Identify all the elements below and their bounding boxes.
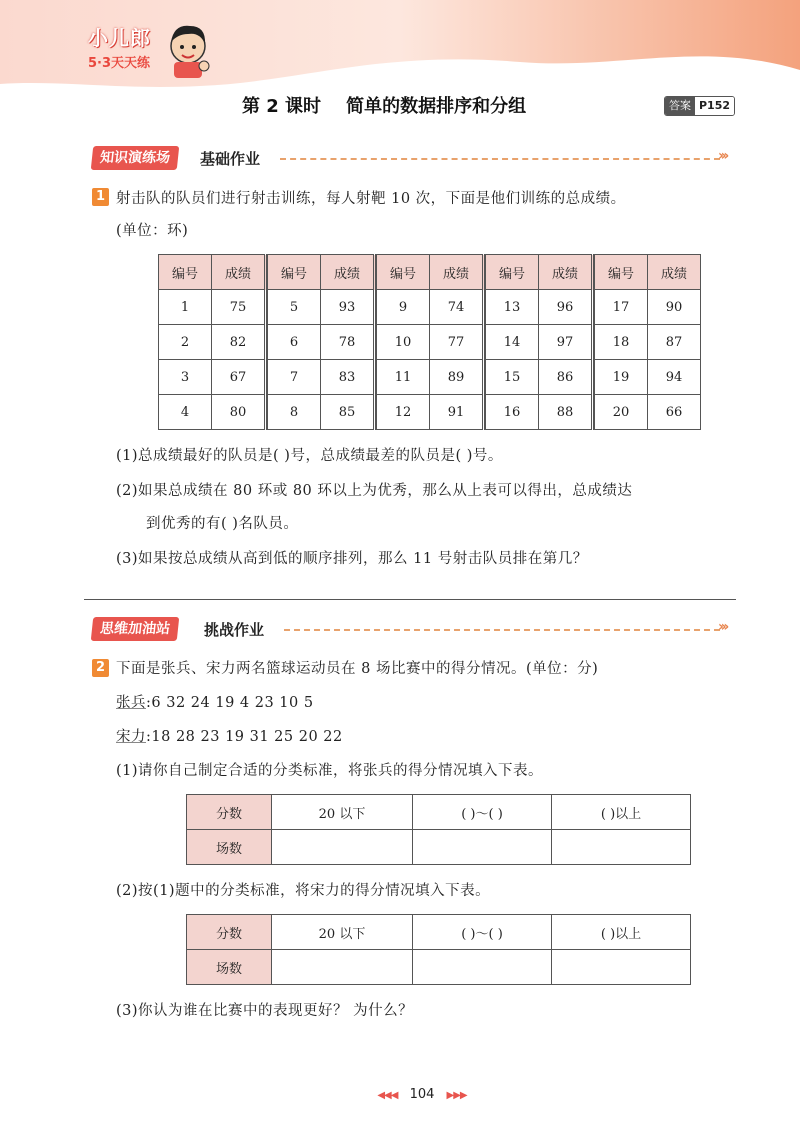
question-2-text: 下面是张兵、宋力两名篮球运动员在 8 场比赛中的得分情况。(单位：分) xyxy=(116,661,599,677)
games-label-cell: 场数 xyxy=(187,950,272,985)
lesson-title: 第 2 课时 简单的数据排序和分组 xyxy=(242,96,527,117)
cell-id: 20 xyxy=(595,395,648,430)
section1-badge: 知识演练场 xyxy=(91,146,180,170)
song-li-values: :18 28 23 19 31 25 20 22 xyxy=(146,729,343,745)
header-score: 成绩 xyxy=(430,255,484,290)
category-above-blank[interactable]: ( )以上 xyxy=(552,915,691,950)
games-count-blank[interactable] xyxy=(272,830,413,865)
table-row xyxy=(187,915,691,950)
cell-id: 13 xyxy=(486,290,539,325)
section1-divider xyxy=(280,158,720,160)
next-arrows-icon: ▶▶▶ xyxy=(446,1090,467,1101)
table-row xyxy=(187,795,691,830)
header-id: 编号 xyxy=(159,255,212,290)
category-below-20: 20 以下 xyxy=(272,795,413,830)
table-row xyxy=(159,290,701,325)
cell-score: 80 xyxy=(212,395,266,430)
games-count-blank[interactable] xyxy=(552,950,691,985)
section2-divider xyxy=(284,629,720,631)
cell-score: 94 xyxy=(648,360,701,395)
song-li-scores xyxy=(116,725,343,746)
question-1-number: 1 xyxy=(92,188,109,206)
cell-score: 74 xyxy=(430,290,484,325)
zhang-bing-scores xyxy=(116,691,314,712)
cell-id: 18 xyxy=(595,325,648,360)
cell-score: 87 xyxy=(648,325,701,360)
cell-score: 93 xyxy=(321,290,375,325)
category-above-blank[interactable]: ( )以上 xyxy=(552,795,691,830)
cell-score: 67 xyxy=(212,360,266,395)
header-id: 编号 xyxy=(486,255,539,290)
zhang-bing-category-table xyxy=(186,794,691,865)
games-count-blank[interactable] xyxy=(272,950,413,985)
zhang-bing-label: 张兵 xyxy=(116,695,146,711)
brand-subtitle: 5·3天天练 xyxy=(88,56,151,71)
table-row xyxy=(187,950,691,985)
answer-label: 答案 xyxy=(665,97,695,115)
question-2-sub1: (1)请你自己制定合适的分类标准，将张兵的得分情况填入下表。 xyxy=(116,763,544,779)
question-2-sub2: (2)按(1)题中的分类标准，将宋力的得分情况填入下表。 xyxy=(116,883,491,899)
section1-title: 基础作业 xyxy=(200,150,261,168)
score-label-cell: 分数 xyxy=(187,795,272,830)
question-2-number: 2 xyxy=(92,659,109,677)
question-1-unit: (单位：环) xyxy=(116,223,189,239)
cell-id: 6 xyxy=(268,325,321,360)
games-count-blank[interactable] xyxy=(413,830,552,865)
question-1-sub3: (3)如果按总成绩从高到低的顺序排列，那么 11 号射击队员排在第几？ xyxy=(116,551,588,567)
section2-arrow-icon: ››› xyxy=(718,619,727,635)
cell-score: 77 xyxy=(430,325,484,360)
cell-score: 90 xyxy=(648,290,701,325)
question-1-sub1[interactable]: (1)总成绩最好的队员是( )号，总成绩最差的队员是( )号。 xyxy=(116,448,503,464)
answer-reference-tag[interactable] xyxy=(664,96,735,116)
header-id: 编号 xyxy=(595,255,648,290)
header-score: 成绩 xyxy=(321,255,375,290)
section1-arrow-icon: ››› xyxy=(718,148,727,164)
zhang-bing-values: :6 32 24 19 4 23 10 5 xyxy=(146,695,314,711)
question-1-sub2-line2[interactable]: 到优秀的有( )名队员。 xyxy=(146,516,299,532)
cell-id: 3 xyxy=(159,360,212,395)
section2-badge: 思维加油站 xyxy=(91,617,180,641)
prev-arrows-icon: ◀◀◀ xyxy=(377,1090,398,1101)
games-count-blank[interactable] xyxy=(413,950,552,985)
page-footer xyxy=(372,1087,472,1102)
cell-score: 88 xyxy=(539,395,593,430)
song-li-label: 宋力 xyxy=(116,729,146,745)
cell-id: 5 xyxy=(268,290,321,325)
song-li-category-table xyxy=(186,914,691,985)
score-label-cell: 分数 xyxy=(187,915,272,950)
header-score: 成绩 xyxy=(648,255,701,290)
cell-score: 83 xyxy=(321,360,375,395)
games-count-blank[interactable] xyxy=(552,830,691,865)
score-table-header xyxy=(159,255,701,290)
section-divider xyxy=(84,599,736,600)
score-table xyxy=(158,254,701,430)
cell-score: 82 xyxy=(212,325,266,360)
cell-id: 2 xyxy=(159,325,212,360)
category-range-blank[interactable]: ( )～( ) xyxy=(413,795,552,830)
header-id: 编号 xyxy=(268,255,321,290)
cell-score: 66 xyxy=(648,395,701,430)
mascot-icon xyxy=(160,20,216,80)
question-2-sub3: (3)你认为谁在比赛中的表现更好？ 为什么？ xyxy=(116,1003,414,1019)
cell-id: 19 xyxy=(595,360,648,395)
section2-title: 挑战作业 xyxy=(204,621,265,639)
cell-id: 1 xyxy=(159,290,212,325)
page-number: 104 xyxy=(409,1087,435,1102)
cell-score: 97 xyxy=(539,325,593,360)
category-range-blank[interactable]: ( )～( ) xyxy=(413,915,552,950)
answer-page: P152 xyxy=(695,97,734,115)
table-row xyxy=(159,395,701,430)
header-id: 编号 xyxy=(377,255,430,290)
cell-score: 91 xyxy=(430,395,484,430)
cell-score: 85 xyxy=(321,395,375,430)
cell-score: 78 xyxy=(321,325,375,360)
header-score: 成绩 xyxy=(539,255,593,290)
question-1-sub2-line1: (2)如果总成绩在 80 环或 80 环以上为优秀，那么从上表可以得出，总成绩达 xyxy=(116,483,633,499)
cell-score: 89 xyxy=(430,360,484,395)
games-label-cell: 场数 xyxy=(187,830,272,865)
cell-id: 15 xyxy=(486,360,539,395)
cell-id: 11 xyxy=(377,360,430,395)
table-row xyxy=(187,830,691,865)
table-row xyxy=(159,360,701,395)
cell-id: 9 xyxy=(377,290,430,325)
cell-score: 96 xyxy=(539,290,593,325)
cell-id: 7 xyxy=(268,360,321,395)
cell-id: 17 xyxy=(595,290,648,325)
category-below-20: 20 以下 xyxy=(272,915,413,950)
cell-id: 4 xyxy=(159,395,212,430)
question-1-text: 射击队的队员们进行射击训练，每人射靶 10 次，下面是他们训练的总成绩。 xyxy=(116,191,626,207)
cell-score: 86 xyxy=(539,360,593,395)
cell-id: 14 xyxy=(486,325,539,360)
table-row xyxy=(159,325,701,360)
header-score: 成绩 xyxy=(212,255,266,290)
cell-id: 16 xyxy=(486,395,539,430)
cell-id: 8 xyxy=(268,395,321,430)
cell-score: 75 xyxy=(212,290,266,325)
brand-logo-text: 小儿郎 xyxy=(88,26,151,50)
cell-id: 12 xyxy=(377,395,430,430)
cell-id: 10 xyxy=(377,325,430,360)
